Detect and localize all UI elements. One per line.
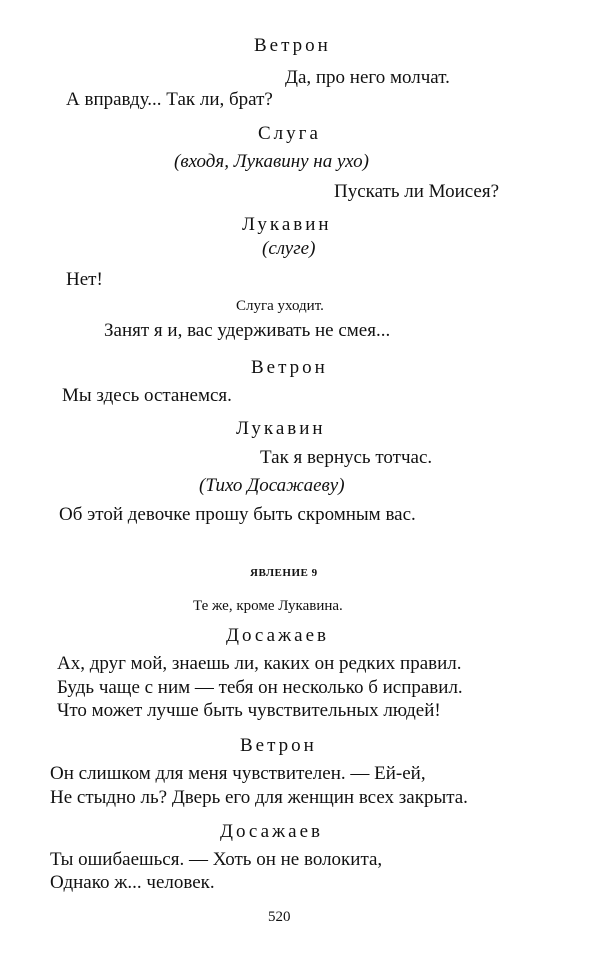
verse-line: Он слишком для меня чувствителен. — Ей-ей,: [50, 763, 426, 784]
verse-line: Да, про него молчат.: [285, 67, 450, 88]
stage-note: Те же, кроме Лукавина.: [193, 598, 343, 614]
speaker-name: Ветрон: [254, 35, 331, 56]
speaker-name: Ветрон: [240, 735, 317, 756]
verse-line: Занят я и, вас удерживать не смея...: [104, 320, 391, 341]
stage-direction: (входя, Лукавину на ухо): [174, 151, 369, 172]
verse-line: Пускать ли Моисея?: [334, 181, 500, 202]
stage-note: Слуга уходит.: [236, 298, 324, 314]
verse-line: Не стыдно ль? Дверь его для женщин всех закрыта.: [50, 787, 468, 808]
verse-line: Нет!: [66, 269, 103, 290]
verse-line: Однако ж... человек.: [50, 872, 215, 893]
stage-direction: (Тихо Досажаеву): [199, 475, 345, 496]
speaker-name: Лукавин: [242, 214, 332, 235]
verse-line: Будь чаще с ним — тебя он несколько б исправил.: [57, 677, 463, 698]
verse-line: Мы здесь останемся.: [62, 385, 232, 406]
speaker-name: Досажаев: [226, 625, 329, 646]
speaker-name: Ветрон: [251, 357, 328, 378]
speaker-name: Слуга: [258, 123, 321, 144]
scene-heading: ЯВЛЕНИЕ 9: [250, 567, 318, 579]
verse-line: Ты ошибаешься. — Хоть он не волокита,: [50, 849, 383, 870]
verse-line: Ах, друг мой, знаешь ли, каких он редких правил.: [57, 653, 462, 674]
verse-line: Так я вернусь тотчас.: [260, 447, 433, 468]
verse-line: А вправду... Так ли, брат?: [66, 89, 273, 110]
verse-line: Об этой девочке прошу быть скромным вас.: [59, 504, 416, 525]
stage-direction: (слуге): [262, 238, 316, 259]
speaker-name: Досажаев: [220, 821, 323, 842]
speaker-name: Лукавин: [236, 418, 326, 439]
verse-line: Что может лучше быть чувствительных людей!: [57, 700, 441, 721]
page-number: 520: [268, 909, 291, 925]
